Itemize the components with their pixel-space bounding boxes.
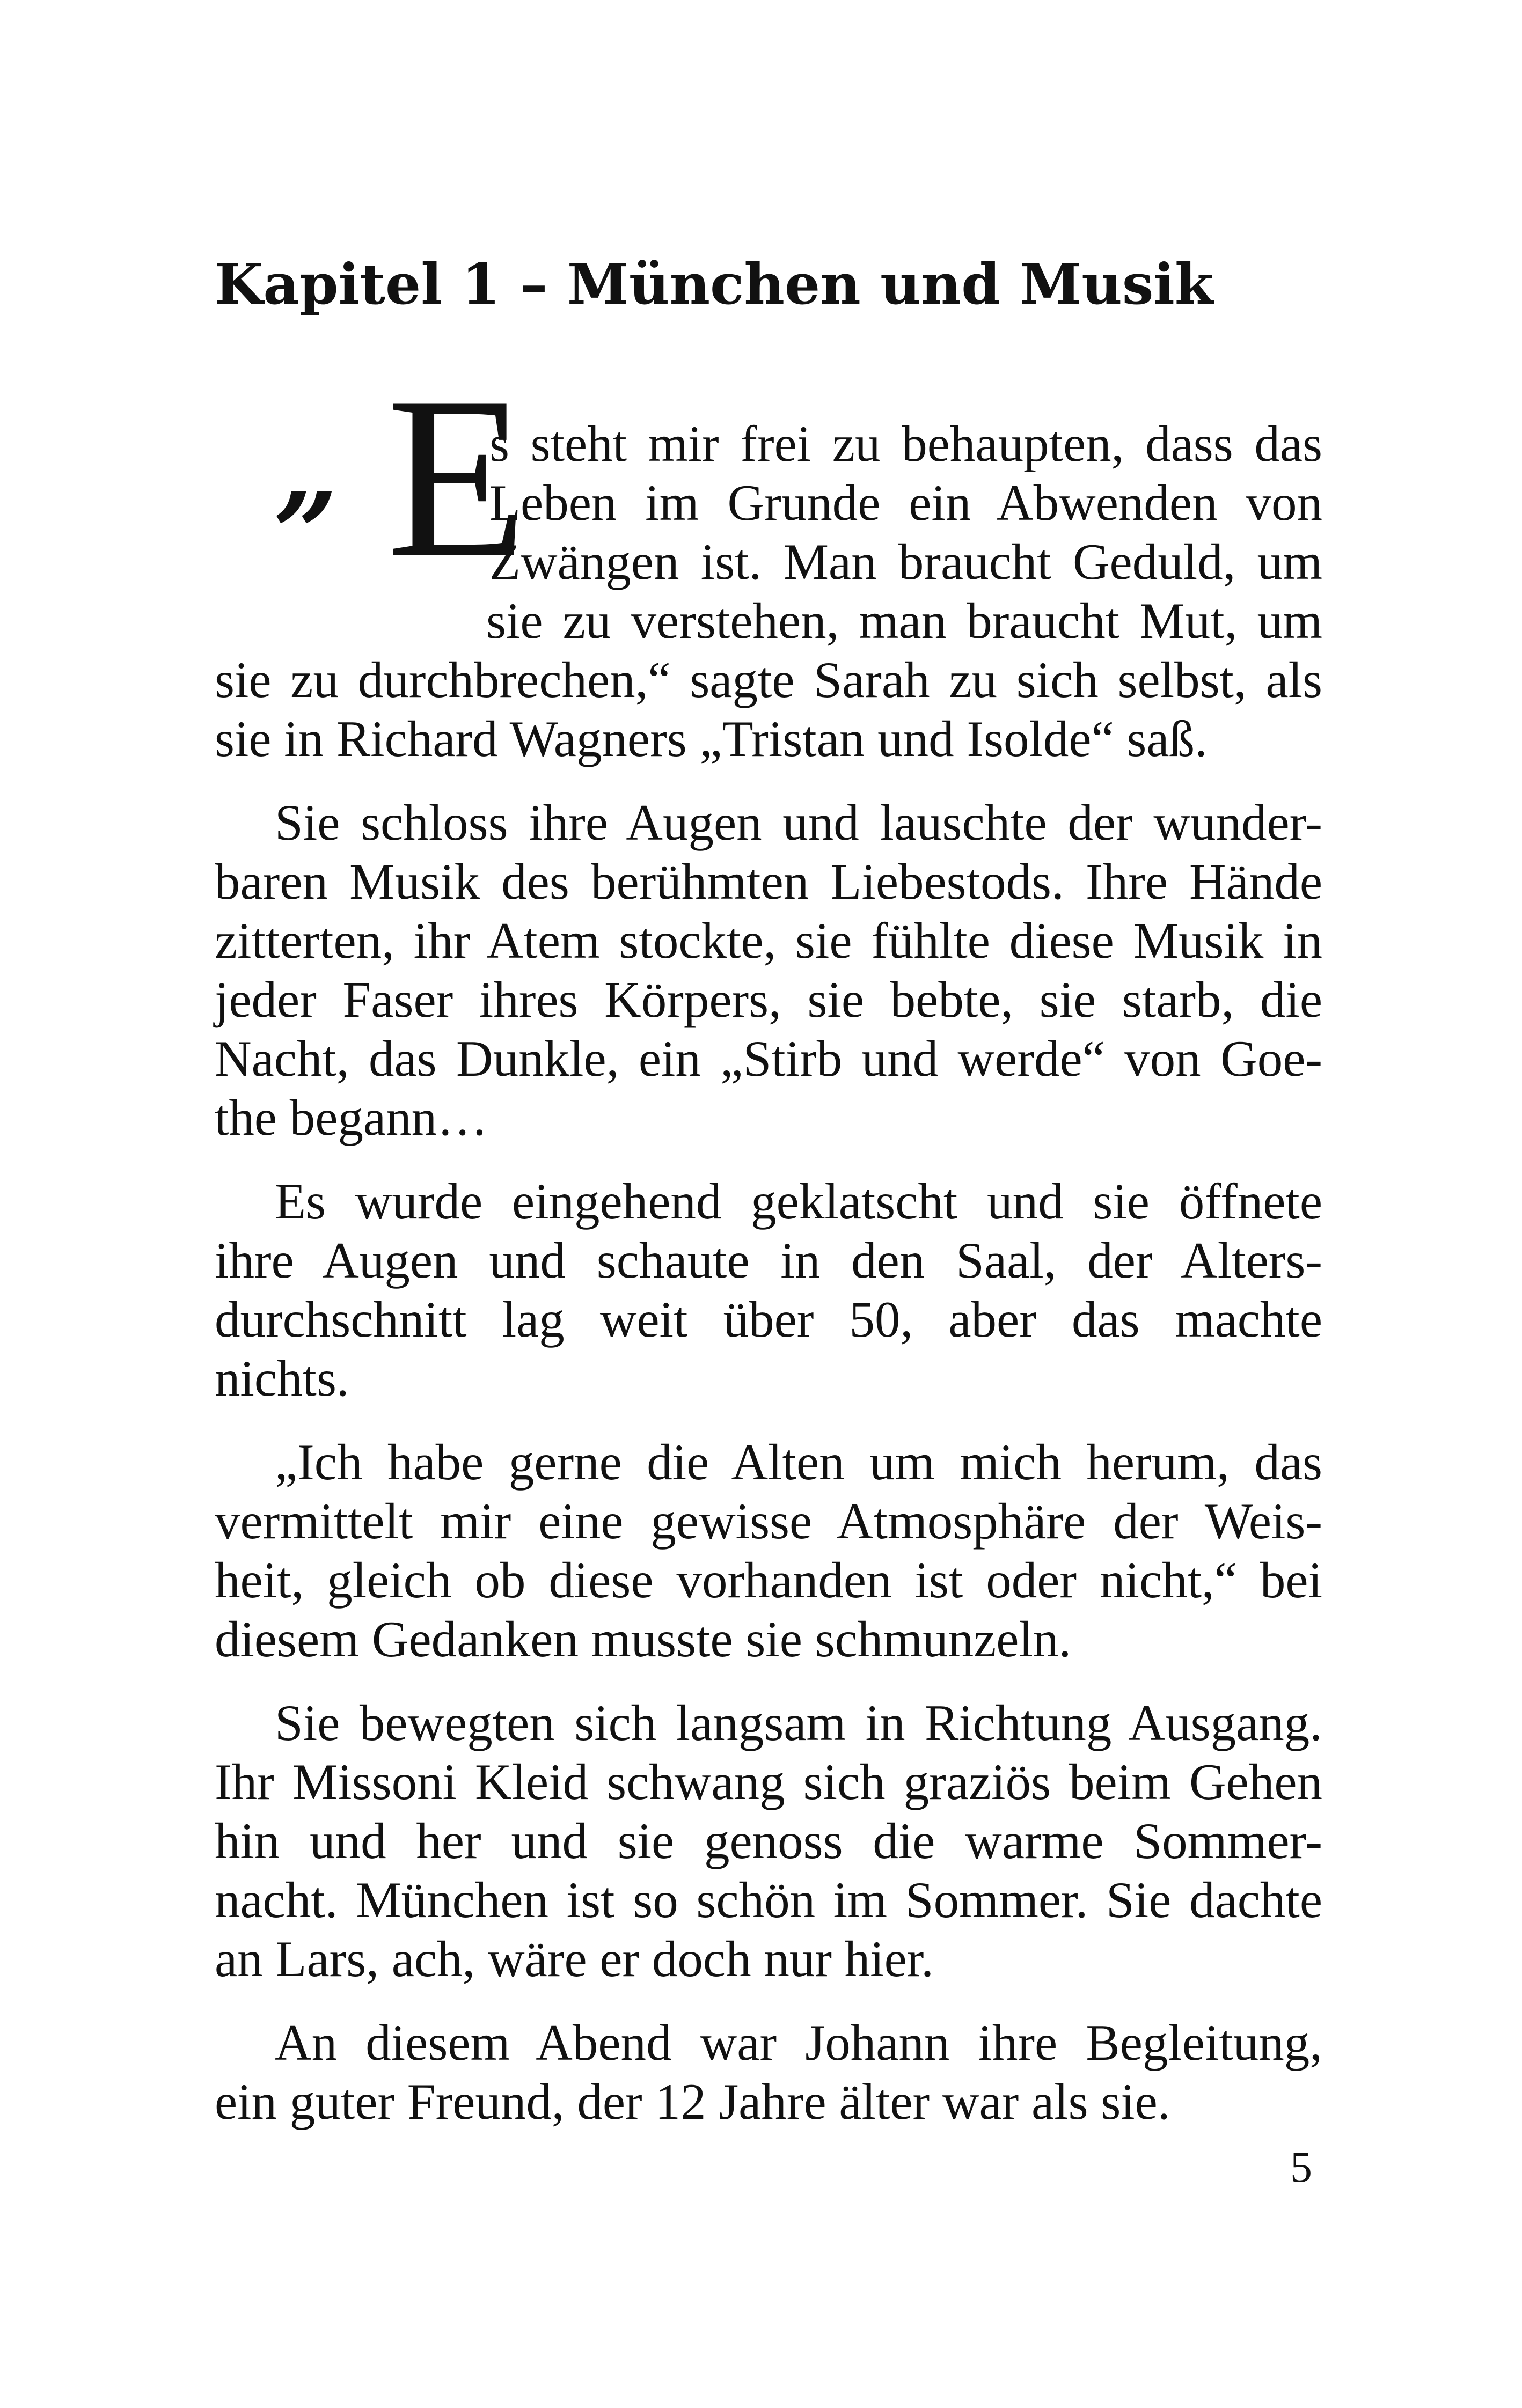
chapter-title: Kapitel 1 – München und Musik	[215, 251, 1213, 317]
text-line: Zwängen ist. Man braucht Geduld, um	[489, 533, 1322, 590]
opening-quote-mark: „	[275, 403, 340, 535]
text-line: diesem Gedanken musste sie schmunzeln.	[215, 1611, 1072, 1668]
text-line: baren Musik des berühmten Liebestods. Ihre Hände	[215, 853, 1322, 910]
text-line: vermittelt mir eine gewisse Atmosphäre der Weis-	[215, 1493, 1322, 1550]
text-line: „Ich habe gerne die Alten um mich herum, das	[275, 1434, 1322, 1491]
text-line: the begann…	[215, 1089, 488, 1146]
text-line: An diesem Abend war Johann ihre Begleitung,	[275, 2014, 1322, 2071]
text-line: sie in Richard Wagners „Tristan und Isolde“ saß.	[215, 710, 1208, 767]
text-line: sie zu verstehen, man braucht Mut, um	[486, 592, 1322, 649]
text-line: Leben im Grunde ein Abwenden von	[489, 474, 1322, 531]
page-number: 5	[1290, 2142, 1312, 2191]
text-line: Es wurde eingehend geklatscht und sie öffnete	[275, 1173, 1322, 1230]
drop-cap-letter: E	[386, 350, 528, 605]
text-line: an Lars, ach, wäre er doch nur hier.	[215, 1930, 934, 1987]
text-line: s steht mir frei zu behaupten, dass das	[489, 415, 1322, 472]
text-line: zitterten, ihr Atem stockte, sie fühlte diese Musik in	[215, 912, 1322, 969]
text-line: durchschnitt lag weit über 50, aber das machte	[215, 1291, 1322, 1348]
text-line: Ihr Missoni Kleid schwang sich graziös beim Gehen	[215, 1753, 1322, 1810]
text-line: Sie bewegten sich langsam in Richtung Ausgang.	[275, 1694, 1322, 1751]
text-line: Nacht, das Dunkle, ein „Stirb und werde“ von Goe-	[215, 1030, 1322, 1087]
text-line: sie zu durchbrechen,“ sagte Sarah zu sich selbst, als	[215, 651, 1322, 708]
text-line: nacht. München ist so schön im Sommer. Sie dachte	[215, 1871, 1322, 1928]
text-line: ihre Augen und schaute in den Saal, der Alters-	[215, 1232, 1322, 1289]
text-line: hin und her und sie genoss die warme Sommer-	[215, 1812, 1322, 1869]
text-line: Sie schloss ihre Augen und lauschte der wunder-	[275, 794, 1322, 851]
text-line: heit, gleich ob diese vorhanden ist oder nicht,“ bei	[215, 1552, 1322, 1609]
text-line: jeder Faser ihres Körpers, sie bebte, sie starb, die	[215, 971, 1322, 1028]
text-line: nichts.	[215, 1350, 349, 1407]
text-line: ein guter Freund, der 12 Jahre älter war als sie.	[215, 2073, 1170, 2130]
